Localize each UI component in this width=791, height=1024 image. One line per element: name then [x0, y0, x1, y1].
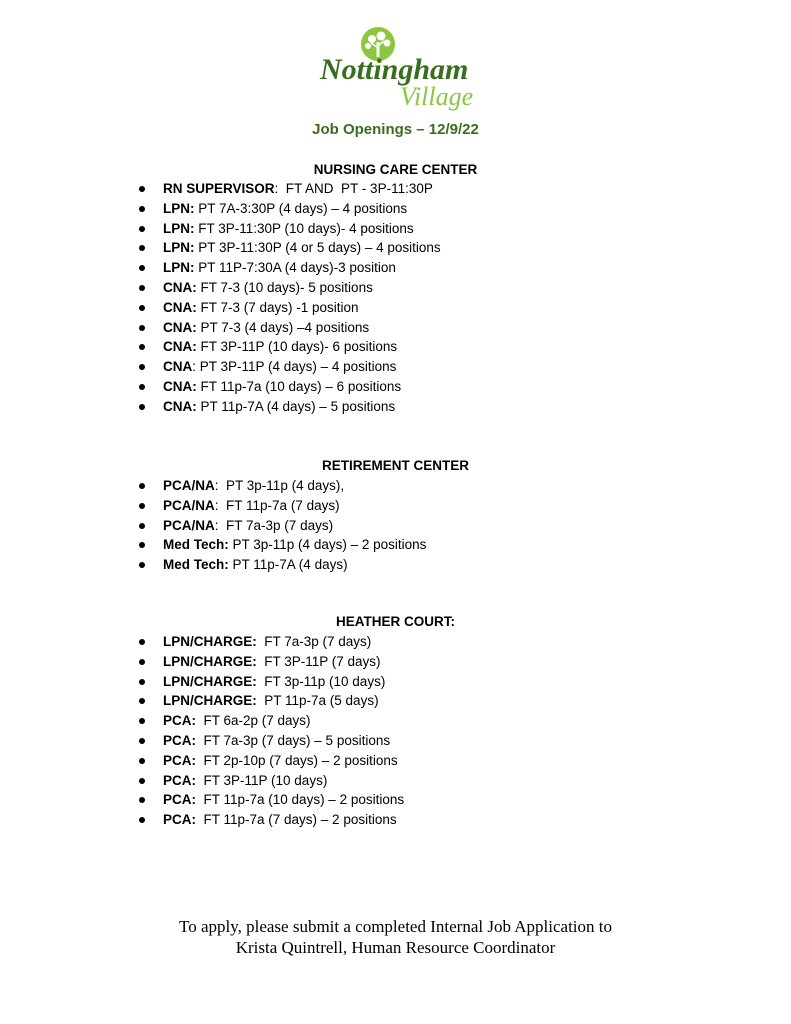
- job-opening-item: [136, 516, 426, 536]
- bullet-icon: [139, 817, 145, 823]
- section-heading-nursing-care-center: NURSING CARE CENTER: [313, 162, 478, 177]
- job-detail: FT 7a-3p (7 days): [218, 517, 334, 533]
- job-opening-item: [136, 751, 404, 771]
- bullet-icon: [139, 698, 145, 704]
- bullet-icon: [139, 364, 145, 370]
- job-role: CNA:: [163, 299, 197, 315]
- job-role: PCA:: [163, 792, 196, 808]
- job-role: PCA/NA: [163, 478, 215, 493]
- bullet-icon: [139, 206, 145, 212]
- bullet-icon: [139, 639, 145, 645]
- job-opening-item: [136, 731, 404, 751]
- bullet-icon: [139, 285, 145, 291]
- footer-line-2: Krista Quintrell, Human Resource Coordinator: [235, 938, 556, 957]
- job-role: PCA/NA: [163, 497, 215, 513]
- job-role: CNA:: [163, 378, 197, 394]
- job-role: CNA:: [163, 339, 197, 355]
- job-detail: FT 11p-7a (7 days) – 2 positions: [196, 812, 397, 828]
- job-detail: PT 7A-3:30P (4 days) – 4 positions: [194, 200, 408, 216]
- job-role: LPN:: [163, 200, 195, 216]
- nottingham-village-logo: [312, 26, 492, 122]
- job-opening-item: [136, 711, 404, 731]
- job-detail: PT 11P-7:30A (4 days)-3 position: [194, 260, 396, 276]
- job-opening-item: [136, 337, 441, 357]
- job-role: LPN/CHARGE:: [163, 634, 257, 649]
- job-role: PCA/NA: [163, 517, 215, 533]
- job-detail: FT 11p-7a (7 days): [218, 497, 340, 513]
- bullet-icon: [139, 523, 145, 529]
- bullet-icon: [139, 738, 145, 744]
- job-detail: FT 7-3 (7 days) -1 position: [196, 299, 359, 315]
- job-detail: FT 7a-3p (7 days) – 5 positions: [196, 732, 391, 748]
- bullet-icon: [139, 562, 145, 568]
- logo-name-line2: Village: [400, 82, 474, 111]
- job-detail: FT 2p-10p (7 days) – 2 positions: [196, 752, 398, 768]
- job-role: PCA:: [163, 812, 196, 828]
- bullet-icon: [139, 186, 145, 192]
- job-detail: FT 7-3 (10 days)- 5 positions: [196, 279, 373, 295]
- job-list-retirement-center: [136, 476, 426, 575]
- job-opening-item: [136, 672, 404, 692]
- bullet-icon: [139, 542, 145, 548]
- job-opening-item: [136, 377, 441, 397]
- bullet-icon: [139, 758, 145, 764]
- job-role: LPN/CHARGE:: [163, 673, 257, 689]
- job-opening-item: [136, 318, 441, 338]
- job-opening-item: [136, 179, 441, 199]
- job-list-nursing-care-center: [136, 179, 441, 417]
- bullet-icon: [139, 245, 145, 251]
- job-role: PCA:: [163, 713, 196, 729]
- job-detail: FT 3P-11:30P (10 days)- 4 positions: [194, 220, 414, 236]
- job-opening-item: [136, 652, 404, 672]
- job-detail: FT 3P-11P (10 days)- 6 positions: [196, 339, 398, 355]
- job-role: LPN/CHARGE:: [163, 653, 257, 669]
- job-detail: FT AND PT - 3P-11:30P: [278, 181, 433, 196]
- job-opening-item: [136, 258, 441, 278]
- job-opening-item: [136, 278, 441, 298]
- job-opening-item: [136, 691, 404, 711]
- bullet-icon: [139, 797, 145, 803]
- job-role: LPN:: [163, 240, 195, 256]
- job-opening-item: [136, 771, 404, 791]
- page-title: Job Openings – 12/9/22: [312, 121, 479, 138]
- job-detail: PT 11p-7A (4 days) – 5 positions: [196, 398, 396, 414]
- job-detail: FT 7a-3p (7 days): [256, 634, 372, 649]
- job-opening-item: [136, 632, 404, 652]
- bullet-icon: [139, 718, 145, 724]
- job-role: Med Tech:: [163, 557, 229, 573]
- job-opening-item: [136, 476, 426, 496]
- bullet-icon: [139, 679, 145, 685]
- job-list-heather-court: [136, 632, 404, 830]
- job-opening-item: [136, 535, 426, 555]
- job-role: LPN:: [163, 220, 195, 236]
- job-detail: PT 3P-11:30P (4 or 5 days) – 4 positions: [194, 240, 441, 256]
- bullet-icon: [139, 659, 145, 665]
- bullet-icon: [139, 404, 145, 410]
- job-role: RN SUPERVISOR: [163, 181, 275, 196]
- bullet-icon: [139, 778, 145, 784]
- job-detail: PT 3p-11p (4 days),: [218, 478, 345, 493]
- footer-line-1: To apply, please submit a completed Internal Job Application to: [179, 917, 612, 936]
- role-separator: :: [214, 478, 219, 493]
- job-opening-item: [136, 555, 426, 575]
- bullet-icon: [139, 265, 145, 271]
- role-separator: :: [214, 497, 219, 513]
- job-detail: FT 3p-11p (10 days): [256, 673, 386, 689]
- job-role: CNA: [163, 359, 193, 375]
- job-opening-item: [136, 298, 441, 318]
- section-heading-heather-court: HEATHER COURT:: [336, 614, 455, 629]
- section-heading-retirement-center: RETIREMENT CENTER: [321, 458, 469, 473]
- job-role: LPN/CHARGE:: [163, 693, 257, 709]
- bullet-icon: [139, 344, 145, 350]
- job-detail: FT 3P-11P (7 days): [256, 653, 381, 669]
- job-opening-item: [136, 219, 441, 239]
- job-opening-item: [136, 357, 441, 377]
- role-separator: :: [192, 359, 197, 375]
- job-role: PCA:: [163, 732, 196, 748]
- job-opening-item: [136, 810, 404, 830]
- job-role: CNA:: [163, 279, 197, 295]
- job-opening-item: [136, 199, 441, 219]
- job-role: CNA:: [163, 319, 197, 335]
- job-role: PCA:: [163, 772, 196, 788]
- job-opening-item: [136, 238, 441, 258]
- bullet-icon: [139, 384, 145, 390]
- job-detail: PT 11p-7A (4 days): [228, 557, 348, 573]
- job-role: Med Tech:: [163, 537, 229, 553]
- bullet-icon: [139, 503, 145, 509]
- job-detail: FT 3P-11P (10 days): [196, 772, 328, 788]
- job-opening-item: [136, 790, 404, 810]
- job-opening-item: [136, 496, 426, 516]
- job-detail: PT 3P-11P (4 days) – 4 positions: [196, 359, 397, 375]
- job-detail: FT 11p-7a (10 days) – 6 positions: [196, 378, 402, 394]
- job-role: CNA:: [163, 398, 197, 414]
- application-instructions: [0, 916, 791, 958]
- job-detail: PT 7-3 (4 days) –4 positions: [196, 319, 370, 335]
- role-separator: :: [274, 181, 279, 196]
- bullet-icon: [139, 325, 145, 331]
- job-detail: FT 11p-7a (10 days) – 2 positions: [196, 792, 405, 808]
- bullet-icon: [139, 226, 145, 232]
- job-detail: FT 6a-2p (7 days): [196, 713, 311, 729]
- job-role: PCA:: [163, 752, 196, 768]
- job-opening-item: [136, 397, 441, 417]
- bullet-icon: [139, 305, 145, 311]
- bullet-icon: [139, 483, 145, 489]
- logo-graphic: [312, 26, 492, 122]
- job-detail: PT 3p-11p (4 days) – 2 positions: [228, 537, 427, 553]
- logo-name-line1: Nottingham: [320, 53, 469, 86]
- job-detail: PT 11p-7a (5 days): [256, 693, 379, 709]
- job-role: LPN:: [163, 260, 195, 276]
- role-separator: :: [214, 517, 219, 533]
